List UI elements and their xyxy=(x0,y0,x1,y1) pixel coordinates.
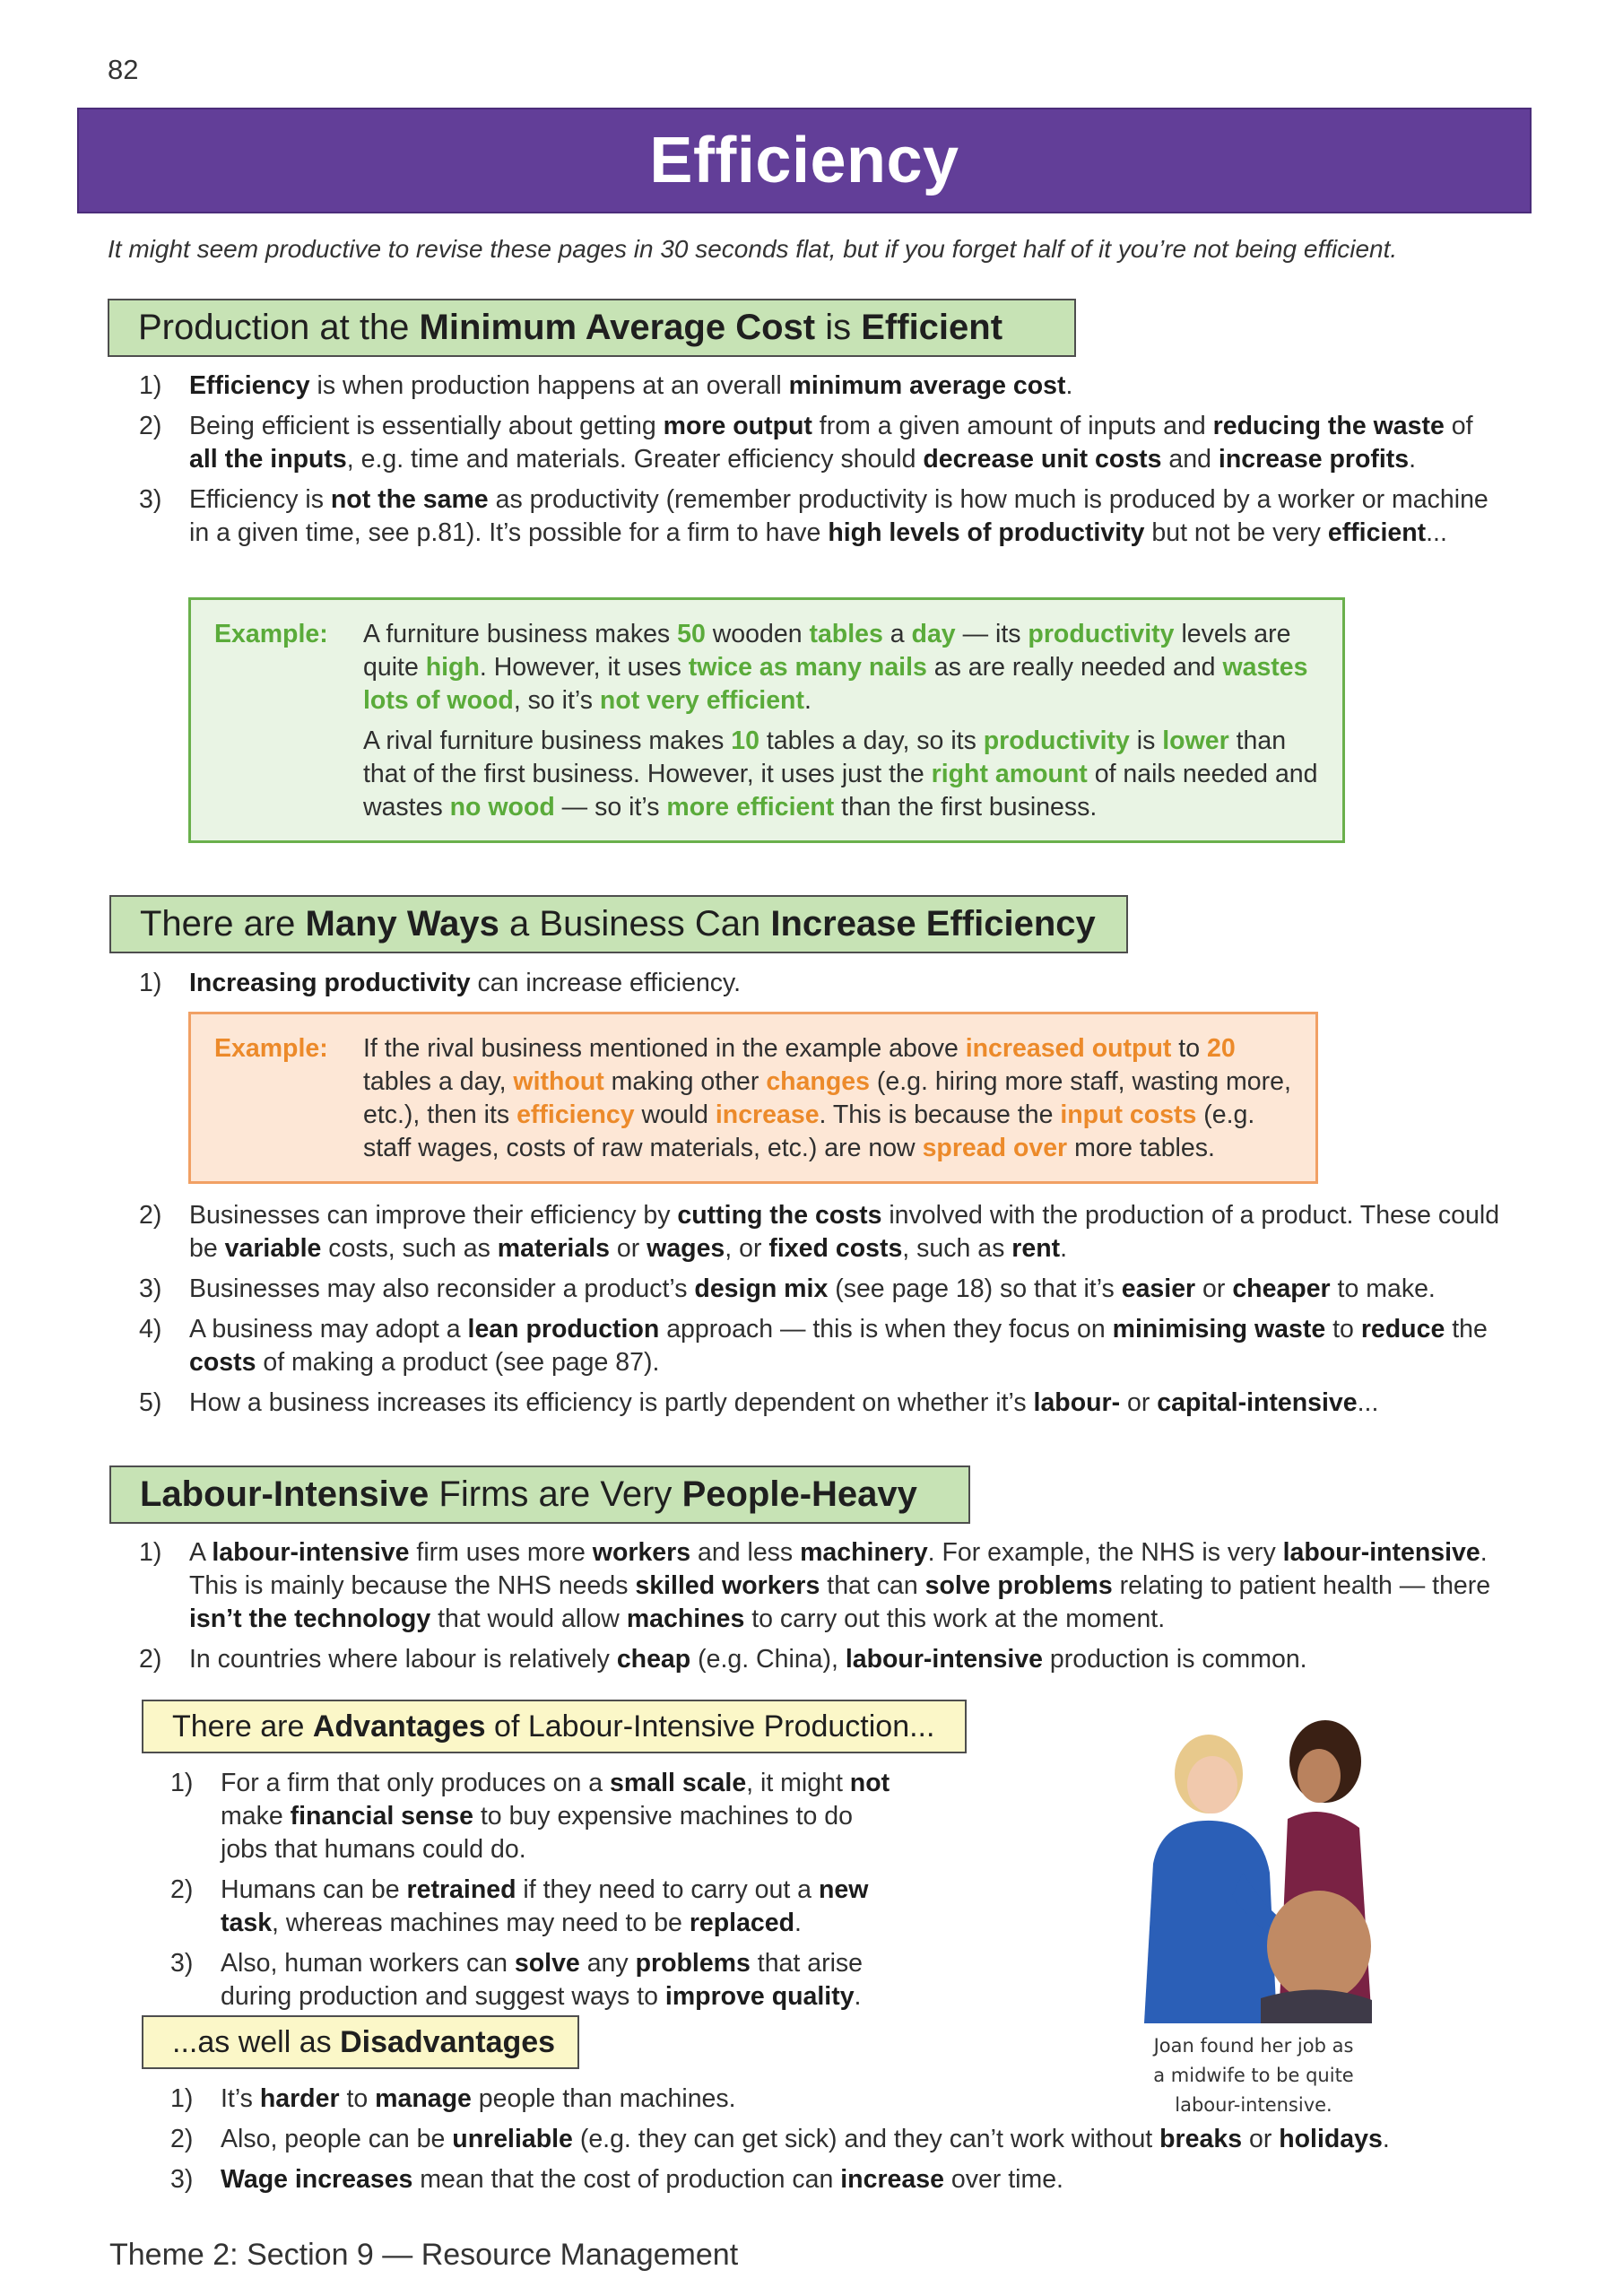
text-run: and xyxy=(1161,445,1219,474)
list-text xyxy=(221,1874,906,1940)
list-number: 1) xyxy=(139,1538,162,1567)
heading-bold: Increase Efficiency xyxy=(770,904,1096,944)
text-run: if they need to carry out a xyxy=(516,1875,819,1904)
heading-bold: Disadvantages xyxy=(340,2024,556,2059)
text-run: or xyxy=(609,1234,647,1263)
list-item xyxy=(170,2123,1515,2156)
text-run: Businesses may also reconsider a product’s xyxy=(189,1274,695,1303)
page-title: Efficiency xyxy=(649,125,959,196)
example-body xyxy=(363,618,1321,828)
list-item xyxy=(170,1874,906,1940)
text-run: that would allow xyxy=(430,1605,627,1633)
emphasis: unreliable xyxy=(452,2125,573,2153)
list-number: 2) xyxy=(139,1645,162,1674)
text-run: For a firm that only produces on a xyxy=(221,1769,611,1797)
text-run: to buy expensive machines to do jobs that humans could do. xyxy=(221,1802,853,1864)
text-run: to xyxy=(1325,1315,1361,1344)
emphasis: wages xyxy=(647,1234,725,1263)
example-label: Example: xyxy=(214,1034,328,1063)
emphasis: cheaper xyxy=(1232,1274,1331,1303)
highlight: day xyxy=(911,620,956,648)
text-run: that can xyxy=(820,1571,925,1600)
emphasis: new task xyxy=(221,1875,869,1937)
list-text xyxy=(221,2083,1515,2116)
text-run: to xyxy=(1171,1034,1207,1063)
intro-text: It might seem productive to revise these pages in 30 seconds flat, but if you forget half of it you’re not being efficient. xyxy=(108,235,1398,263)
text-run: . xyxy=(1065,371,1073,400)
emphasis: machines xyxy=(626,1605,745,1633)
list-text xyxy=(221,2163,1515,2196)
text-run: mean that the cost of production can xyxy=(412,2165,841,2194)
text-run: any xyxy=(579,1949,636,1978)
text-run: would xyxy=(634,1100,716,1129)
list-text xyxy=(189,1536,1502,1636)
emphasis: lean production xyxy=(467,1315,660,1344)
list-number: 3) xyxy=(139,1274,162,1303)
list-item xyxy=(139,370,1502,403)
text-run: the xyxy=(1445,1315,1488,1344)
emphasis: harder xyxy=(259,2084,340,2113)
example-box-orange xyxy=(188,1012,1318,1184)
list-number: 5) xyxy=(139,1388,162,1417)
heading-text: of Labour-Intensive Production... xyxy=(494,1709,935,1744)
text-run: that arise during production and suggest ways to xyxy=(221,1949,864,2011)
list-text xyxy=(189,483,1502,550)
patient-face xyxy=(1298,1749,1341,1803)
text-run: wooden xyxy=(705,620,810,648)
highlight: 50 xyxy=(677,620,706,648)
text-run: Also, human workers can xyxy=(221,1949,515,1978)
section1-heading xyxy=(108,299,1076,357)
highlight: no wood xyxy=(449,793,555,822)
text-run: of making a product (see page 87). xyxy=(256,1348,660,1377)
emphasis: labour- xyxy=(1033,1388,1121,1417)
list-number: 4) xyxy=(139,1315,162,1344)
text-run: as productivity (remember productivity is how much is produced by a worker or machine in a given time, see p.81). It’s possible for a firm to have xyxy=(189,485,1488,547)
highlight: input costs xyxy=(1060,1100,1197,1129)
list-item xyxy=(170,2083,1515,2116)
text-run: . xyxy=(1382,2125,1390,2153)
list-item xyxy=(139,1273,1502,1306)
midwife-photo xyxy=(1135,1711,1372,2023)
text-run: levels are quite xyxy=(363,620,1291,682)
text-run: Businesses can improve their efficiency by xyxy=(189,1201,678,1230)
list-number: 2) xyxy=(139,412,162,440)
emphasis: Wage increases xyxy=(221,2165,413,2194)
section2-heading xyxy=(109,895,1128,953)
highlight: tables xyxy=(809,620,883,648)
emphasis: efficient xyxy=(1327,518,1427,547)
text-run: and less xyxy=(690,1538,801,1567)
highlight: productivity xyxy=(1028,620,1175,648)
emphasis: manage xyxy=(375,2084,472,2113)
emphasis: easier xyxy=(1121,1274,1196,1303)
list-item xyxy=(170,1767,906,1866)
list-number: 3) xyxy=(170,1949,194,1978)
page-title-bar xyxy=(77,108,1532,213)
advantages-list xyxy=(170,1767,906,2021)
emphasis: retrained xyxy=(406,1875,516,1904)
disadvantages-list xyxy=(170,2083,1515,2204)
highlight: increase xyxy=(715,1100,820,1129)
heading-text: Firms are Very xyxy=(438,1474,673,1514)
highlight: increased output xyxy=(965,1034,1172,1063)
text-run: , it might xyxy=(746,1769,850,1797)
emphasis: rent xyxy=(1011,1234,1061,1263)
highlight: 10 xyxy=(731,726,759,755)
text-run: , or xyxy=(725,1234,769,1263)
list-item xyxy=(139,483,1502,550)
emphasis: replaced xyxy=(689,1909,795,1937)
emphasis: labour-intensive xyxy=(845,1645,1043,1674)
footer-section-label: Theme 2: Section 9 — Resource Management xyxy=(109,2238,739,2272)
section3-heading xyxy=(109,1465,970,1524)
emphasis: design mix xyxy=(694,1274,829,1303)
list-item xyxy=(139,1387,1502,1420)
text-run: . xyxy=(803,686,812,715)
emphasis: decrease unit costs xyxy=(923,445,1162,474)
highlight: changes xyxy=(766,1067,870,1096)
section3-list xyxy=(139,1536,1502,1683)
list-item xyxy=(139,1536,1502,1636)
emphasis: small scale xyxy=(610,1769,747,1797)
emphasis: cheap xyxy=(616,1645,691,1674)
text-run: relating to patient health — there xyxy=(1112,1571,1491,1600)
emphasis: problems xyxy=(635,1949,751,1978)
emphasis: machinery xyxy=(800,1538,928,1567)
text-run: , so it’s xyxy=(513,686,600,715)
list-number: 1) xyxy=(139,371,162,400)
text-run: A xyxy=(189,1538,213,1567)
text-run: can increase efficiency. xyxy=(470,969,742,997)
list-text xyxy=(189,1273,1502,1306)
emphasis: labour-intensive xyxy=(212,1538,410,1567)
heading-bold: People-Heavy xyxy=(681,1474,917,1514)
text-run: A furniture business makes xyxy=(363,620,678,648)
text-run: from a given amount of inputs and xyxy=(812,412,1213,440)
emphasis: high levels of productivity xyxy=(828,518,1145,547)
text-run: . xyxy=(794,1909,802,1937)
text-run: or xyxy=(1120,1388,1158,1417)
text-run: It’s xyxy=(221,2084,260,2113)
heading-bold: Minimum Average Cost xyxy=(419,308,816,347)
text-run: . For example, the NHS is very xyxy=(927,1538,1283,1567)
emphasis: more output xyxy=(663,412,812,440)
disadvantages-heading xyxy=(142,2015,579,2069)
text-run: a xyxy=(882,620,912,648)
emphasis: breaks xyxy=(1159,2125,1243,2153)
list-item xyxy=(170,2163,1515,2196)
list-number: 2) xyxy=(139,1201,162,1230)
text-run: production is common. xyxy=(1042,1645,1307,1674)
emphasis: increase profits xyxy=(1218,445,1410,474)
example-box-green xyxy=(188,597,1345,843)
text-run: ... xyxy=(1357,1388,1379,1417)
emphasis: financial sense xyxy=(290,1802,473,1831)
list-item xyxy=(139,967,1502,1000)
list-text xyxy=(189,1643,1502,1676)
text-run: firm uses more xyxy=(409,1538,593,1567)
list-number: 3) xyxy=(139,485,162,514)
list-text xyxy=(221,2123,1515,2156)
text-run: , whereas machines may need to be xyxy=(272,1909,690,1937)
text-run: than the first business. xyxy=(834,793,1098,822)
caption-line: labour-intensive. xyxy=(1175,2094,1332,2116)
emphasis: holidays xyxy=(1279,2125,1383,2153)
text-run: Efficiency is xyxy=(189,485,331,514)
text-run: . xyxy=(1409,445,1417,474)
emphasis: isn’t the technology xyxy=(189,1605,431,1633)
example-label: Example: xyxy=(214,620,328,648)
list-text xyxy=(189,410,1502,476)
heading-bold: Efficient xyxy=(861,308,1003,347)
example-paragraph xyxy=(363,725,1321,824)
text-run: is xyxy=(1129,726,1163,755)
caption-line: Joan found her job as xyxy=(1153,2035,1354,2057)
text-run: Humans can be xyxy=(221,1875,407,1904)
emphasis: workers xyxy=(592,1538,691,1567)
emphasis: variable xyxy=(224,1234,322,1263)
emphasis: not xyxy=(849,1769,890,1797)
text-run: , such as xyxy=(902,1234,1012,1263)
text-run: make xyxy=(221,1802,291,1831)
heading-bold: Many Ways xyxy=(305,904,499,944)
emphasis: solve xyxy=(514,1949,580,1978)
emphasis: reduce xyxy=(1360,1315,1445,1344)
text-run: Also, people can be xyxy=(221,2125,453,2153)
text-run: (e.g. they can get sick) and they can’t work without xyxy=(572,2125,1160,2153)
text-run: (see page 18) so that it’s xyxy=(828,1274,1122,1303)
text-run: approach — this is when they focus on xyxy=(659,1315,1113,1344)
emphasis: cutting the costs xyxy=(677,1201,882,1230)
text-run: or xyxy=(1242,2125,1280,2153)
highlight: lower xyxy=(1162,726,1229,755)
text-run: costs, such as xyxy=(321,1234,498,1263)
highlight: productivity xyxy=(983,726,1130,755)
list-text xyxy=(189,1313,1502,1379)
text-run: Being efficient is essentially about getting xyxy=(189,412,664,440)
page-number: 82 xyxy=(108,54,139,85)
list-number: 1) xyxy=(170,1769,194,1797)
highlight: wastes lots of wood xyxy=(363,653,1308,715)
text-run: A rival furniture business makes xyxy=(363,726,732,755)
emphasis: skilled workers xyxy=(635,1571,820,1600)
emphasis: all the inputs xyxy=(189,445,347,474)
patient-belly xyxy=(1267,1891,1371,2002)
text-run: (e.g. staff wages, costs of raw materials, etc.) are now xyxy=(363,1100,1255,1162)
heading-text: Production at the xyxy=(138,308,410,347)
emphasis: labour-intensive xyxy=(1282,1538,1480,1567)
heading-text: There are xyxy=(140,904,296,944)
text-run: people than machines. xyxy=(471,2084,736,2113)
emphasis: capital-intensive xyxy=(1157,1388,1358,1417)
emphasis: not the same xyxy=(330,485,489,514)
list-number: 3) xyxy=(170,2165,194,2194)
emphasis: Increasing productivity xyxy=(189,969,471,997)
text-run: to carry out this work at the moment. xyxy=(744,1605,1166,1633)
highlight: spread over xyxy=(922,1134,1068,1162)
text-run: involved with the production of a product. These could be xyxy=(189,1201,1500,1263)
text-run: but not be very xyxy=(1144,518,1328,547)
list-text xyxy=(221,1767,906,1866)
section1-list xyxy=(139,370,1502,557)
heading-text: There are xyxy=(172,1709,305,1744)
highlight: not very efficient xyxy=(599,686,804,715)
caption-line: a midwife to be quite xyxy=(1153,2065,1354,2086)
text-run: . This is because the xyxy=(819,1100,1061,1129)
text-run: to xyxy=(339,2084,376,2113)
list-item xyxy=(170,1947,906,2013)
emphasis: increase xyxy=(840,2165,944,2194)
text-run: ... xyxy=(1426,518,1447,547)
text-run: . xyxy=(1060,1234,1068,1263)
text-run: over time. xyxy=(943,2165,1063,2194)
emphasis: minimising waste xyxy=(1112,1315,1326,1344)
text-run: more tables. xyxy=(1067,1134,1215,1162)
text-run: tables a day, so its xyxy=(759,726,984,755)
highlight: twice as many nails xyxy=(688,653,927,682)
list-item xyxy=(139,1199,1502,1265)
highlight: right amount xyxy=(931,760,1088,788)
text-run: (e.g. China), xyxy=(690,1645,846,1674)
emphasis: materials xyxy=(497,1234,610,1263)
heading-bold: Advantages xyxy=(312,1709,486,1744)
text-run: of nails needed and wastes xyxy=(363,760,1318,822)
text-run: of xyxy=(1444,412,1473,440)
list-item xyxy=(139,1643,1502,1676)
example-paragraph xyxy=(363,618,1321,718)
heading-text: ...as well as xyxy=(172,2024,332,2059)
list-text xyxy=(189,1387,1502,1420)
list-number: 1) xyxy=(139,969,162,997)
text-run: — its xyxy=(955,620,1028,648)
list-text xyxy=(189,1199,1502,1265)
emphasis: fixed costs xyxy=(768,1234,903,1263)
text-run: How a business increases its efficiency is partly dependent on whether it’s xyxy=(189,1388,1034,1417)
text-run: . However, it uses xyxy=(479,653,689,682)
emphasis: reducing the waste xyxy=(1212,412,1445,440)
list-number: 2) xyxy=(170,2125,194,2153)
example-body xyxy=(363,1032,1294,1169)
emphasis: minimum average cost xyxy=(788,371,1066,400)
list-number: 2) xyxy=(170,1875,194,1904)
highlight: efficiency xyxy=(516,1100,635,1129)
list-text xyxy=(221,1947,906,2013)
section2-first-item xyxy=(139,967,1502,1007)
text-run: or xyxy=(1195,1274,1233,1303)
highlight: without xyxy=(513,1067,604,1096)
list-item xyxy=(139,410,1502,476)
emphasis: Efficiency xyxy=(189,371,310,400)
text-run: is when production happens at an overall xyxy=(309,371,789,400)
text-run: A business may adopt a xyxy=(189,1315,468,1344)
text-run: — so it’s xyxy=(554,793,667,822)
text-run: as are really needed and xyxy=(926,653,1223,682)
heading-bold: Labour-Intensive xyxy=(140,1474,430,1514)
highlight: 20 xyxy=(1206,1034,1236,1063)
list-text xyxy=(189,967,1502,1000)
text-run: . xyxy=(854,1982,862,2011)
highlight: more efficient xyxy=(666,793,835,822)
advantages-heading xyxy=(142,1700,967,1753)
text-run: making other xyxy=(603,1067,767,1096)
text-run: In countries where labour is relatively xyxy=(189,1645,617,1674)
text-run: than that of the first business. However, it uses just the xyxy=(363,726,1287,788)
midwife-face xyxy=(1187,1756,1237,1813)
text-run: If the rival business mentioned in the example above xyxy=(363,1034,966,1063)
example-paragraph xyxy=(363,1032,1294,1165)
emphasis: costs xyxy=(189,1348,256,1377)
heading-text: is xyxy=(825,308,852,347)
list-text xyxy=(189,370,1502,403)
text-run: . This is mainly because the NHS needs xyxy=(189,1538,1488,1600)
text-run: tables a day, xyxy=(363,1067,514,1096)
text-run: to make. xyxy=(1330,1274,1436,1303)
heading-text: a Business Can xyxy=(509,904,761,944)
section2-list xyxy=(139,1199,1502,1427)
text-run: , e.g. time and materials. Greater efficiency should xyxy=(346,445,924,474)
highlight: high xyxy=(425,653,480,682)
list-item xyxy=(139,1313,1502,1379)
text-run: (e.g. hiring more staff, wasting more, etc.), then its xyxy=(363,1067,1291,1129)
list-number: 1) xyxy=(170,2084,194,2113)
emphasis: improve quality xyxy=(664,1982,855,2011)
emphasis: solve problems xyxy=(924,1571,1113,1600)
